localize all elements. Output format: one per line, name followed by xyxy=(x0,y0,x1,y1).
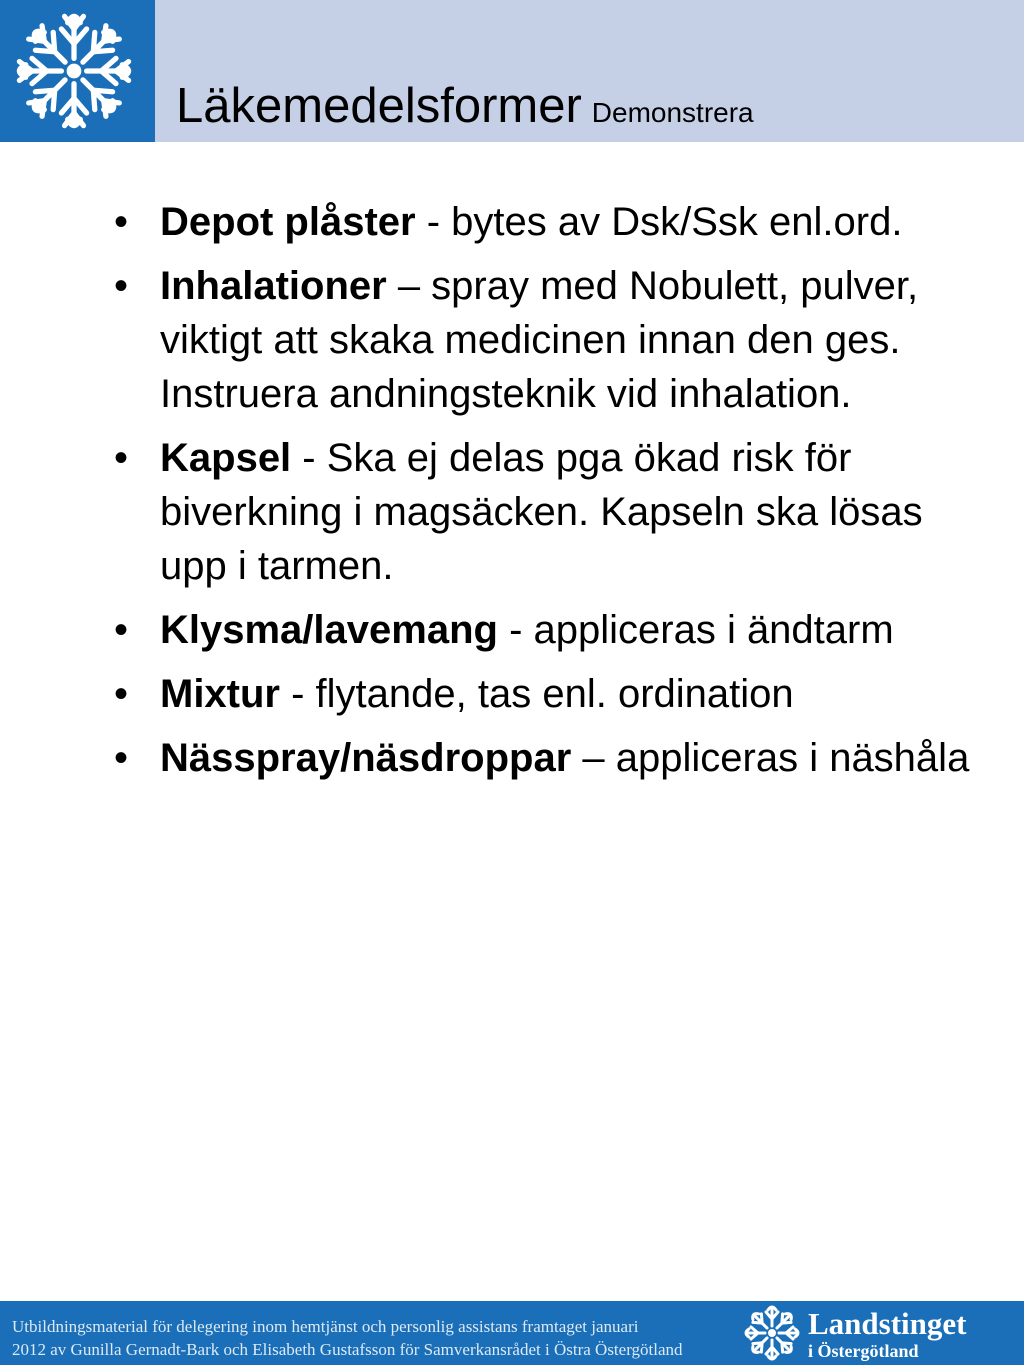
item-term: Depot plåster xyxy=(160,200,416,244)
footer-bar xyxy=(0,1301,1024,1365)
brand-name: Landstinget xyxy=(808,1306,967,1341)
item-text: – spray med Nobulett, pulver, viktigt att skaka medicinen innan den ges. Instruera andningsteknik vid inhalation. xyxy=(160,264,919,416)
bullet-dot: • xyxy=(114,264,129,308)
page-title xyxy=(176,78,754,134)
title-subtitle: Demonstrera xyxy=(591,97,754,128)
item-term: Mixtur xyxy=(160,672,280,716)
footer-credit xyxy=(12,1315,762,1361)
item-text: - appliceras i ändtarm xyxy=(497,608,894,652)
list-item xyxy=(100,431,970,593)
item-text: - bytes av Dsk/Ssk enl.ord. xyxy=(415,200,903,244)
bullet-dot: • xyxy=(114,436,129,480)
title-main: Läkemedelsformer xyxy=(176,79,582,133)
item-text: - Ska ej delas pga ökad risk för biverkning i magsäcken. Kapseln ska lösas upp i tarmen. xyxy=(160,436,923,588)
item-term: Kapsel xyxy=(160,436,292,480)
snowflake-flower-icon xyxy=(11,8,137,134)
bullet-dot: • xyxy=(114,672,129,716)
bullet-list xyxy=(100,195,970,785)
item-term: Klysma/lavemang xyxy=(160,608,498,652)
header-band xyxy=(0,0,1024,142)
footer-credit-line1: Utbildningsmaterial för delegering inom hemtjänst och personlig assistans framtaget januari xyxy=(12,1317,639,1336)
bullet-dot: • xyxy=(114,736,129,780)
landstinget-logo-icon xyxy=(742,1303,802,1363)
bullet-list-container xyxy=(100,195,970,795)
bullet-dot: • xyxy=(114,200,129,244)
footer-brand xyxy=(808,1307,966,1361)
list-item xyxy=(100,259,970,421)
item-text: - flytande, tas enl. ordination xyxy=(280,672,794,716)
bullet-dot: • xyxy=(114,608,129,652)
list-item xyxy=(100,603,970,657)
item-text: – appliceras i näshåla xyxy=(571,736,970,780)
list-item xyxy=(100,731,970,785)
logo-box xyxy=(0,0,155,142)
item-term: Inhalationer xyxy=(160,264,387,308)
list-item xyxy=(100,195,970,249)
item-term: Nässpray/näsdroppar xyxy=(160,736,572,780)
list-item xyxy=(100,667,970,721)
footer-credit-line2: 2012 av Gunilla Gernadt-Bark och Elisabeth Gustafsson för Samverkansrådet i Östra Östergötland xyxy=(12,1340,683,1359)
brand-region: i Östergötland xyxy=(808,1341,919,1361)
